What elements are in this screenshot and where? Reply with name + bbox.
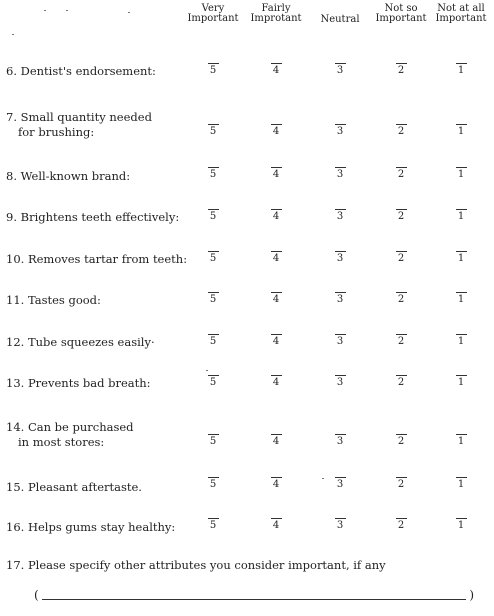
question-text: 12. Tube squeezes easily· bbox=[6, 335, 155, 349]
question-label bbox=[6, 64, 156, 79]
rating-blank-line bbox=[396, 167, 407, 168]
rating-blank-line bbox=[271, 251, 282, 252]
close-paren: ) bbox=[469, 588, 474, 602]
rating-value: 1 bbox=[457, 126, 465, 137]
rating-option[interactable] bbox=[454, 167, 468, 180]
rating-option[interactable] bbox=[394, 209, 408, 222]
rating-value: 2 bbox=[397, 479, 405, 490]
rating-blank-line bbox=[456, 477, 467, 478]
rating-value: 3 bbox=[336, 211, 344, 222]
scan-speck bbox=[44, 10, 46, 11]
rating-value: 4 bbox=[272, 65, 280, 76]
rating-value: 2 bbox=[397, 211, 405, 222]
rating-blank-line bbox=[335, 292, 346, 293]
rating-blank-line bbox=[208, 434, 219, 435]
rating-value: 3 bbox=[336, 253, 344, 264]
rating-option[interactable] bbox=[269, 209, 283, 222]
rating-value: 1 bbox=[457, 336, 465, 347]
question-label bbox=[6, 169, 130, 184]
rating-option[interactable] bbox=[454, 209, 468, 222]
rating-value: 2 bbox=[397, 126, 405, 137]
rating-blank-line bbox=[335, 124, 346, 125]
rating-value: 4 bbox=[272, 479, 280, 490]
rating-value: 1 bbox=[457, 211, 465, 222]
rating-blank-line bbox=[271, 124, 282, 125]
rating-value: 2 bbox=[397, 336, 405, 347]
rating-blank-line bbox=[335, 63, 346, 64]
rating-value: 5 bbox=[209, 520, 217, 531]
rating-option[interactable] bbox=[206, 477, 220, 490]
rating-option[interactable] bbox=[269, 63, 283, 76]
rating-value: 1 bbox=[457, 294, 465, 305]
rating-value: 2 bbox=[397, 436, 405, 447]
rating-value: 3 bbox=[336, 65, 344, 76]
rating-value: 3 bbox=[336, 294, 344, 305]
question-text: 13. Prevents bad breath: bbox=[6, 376, 151, 390]
rating-blank-line bbox=[396, 334, 407, 335]
question-label bbox=[6, 480, 142, 495]
scan-speck bbox=[128, 12, 130, 13]
rating-value: 5 bbox=[209, 211, 217, 222]
rating-option[interactable] bbox=[454, 124, 468, 137]
rating-value: 2 bbox=[397, 377, 405, 388]
rating-blank-line bbox=[456, 518, 467, 519]
rating-option[interactable] bbox=[269, 518, 283, 531]
rating-blank-line bbox=[456, 124, 467, 125]
rating-option[interactable] bbox=[333, 251, 347, 264]
rating-blank-line bbox=[396, 63, 407, 64]
rating-option[interactable] bbox=[206, 167, 220, 180]
question-label bbox=[6, 335, 155, 350]
rating-blank-line bbox=[396, 251, 407, 252]
rating-value: 4 bbox=[272, 126, 280, 137]
rating-blank-line bbox=[208, 292, 219, 293]
rating-blank-line bbox=[208, 167, 219, 168]
rating-option[interactable] bbox=[454, 375, 468, 388]
rating-value: 3 bbox=[336, 479, 344, 490]
rating-blank-line bbox=[396, 477, 407, 478]
rating-option[interactable] bbox=[269, 334, 283, 347]
rating-option[interactable] bbox=[206, 334, 220, 347]
scale-header-line: Not so bbox=[384, 3, 418, 14]
scale-header-line: Fairly bbox=[261, 3, 291, 14]
scale-header bbox=[183, 4, 243, 24]
rating-blank-line bbox=[208, 209, 219, 210]
rating-value: 1 bbox=[457, 65, 465, 76]
rating-value: 5 bbox=[209, 126, 217, 137]
rating-option[interactable] bbox=[454, 63, 468, 76]
scale-header-line: Important bbox=[187, 13, 239, 24]
rating-option[interactable] bbox=[333, 334, 347, 347]
rating-blank-line bbox=[456, 292, 467, 293]
rating-value: 4 bbox=[272, 336, 280, 347]
rating-value: 5 bbox=[209, 377, 217, 388]
rating-option[interactable] bbox=[394, 251, 408, 264]
question-label bbox=[6, 293, 101, 308]
scale-header bbox=[246, 4, 306, 24]
rating-blank-line bbox=[271, 434, 282, 435]
rating-option[interactable] bbox=[333, 434, 347, 447]
question-text: 15. Pleasant aftertaste. bbox=[6, 480, 142, 494]
rating-value: 4 bbox=[272, 520, 280, 531]
rating-value: 5 bbox=[209, 479, 217, 490]
rating-blank-line bbox=[456, 334, 467, 335]
rating-option[interactable] bbox=[454, 292, 468, 305]
rating-value: 3 bbox=[336, 377, 344, 388]
rating-option[interactable] bbox=[394, 375, 408, 388]
rating-option[interactable] bbox=[394, 167, 408, 180]
scale-header bbox=[431, 4, 491, 24]
question-text-continued: for brushing: bbox=[18, 125, 95, 139]
rating-value: 4 bbox=[272, 294, 280, 305]
rating-value: 1 bbox=[457, 520, 465, 531]
rating-blank-line bbox=[396, 518, 407, 519]
scale-header-line: Not at all bbox=[437, 3, 485, 14]
rating-blank-line bbox=[456, 375, 467, 376]
rating-option[interactable] bbox=[394, 124, 408, 137]
rating-blank-line bbox=[208, 124, 219, 125]
rating-value: 2 bbox=[397, 169, 405, 180]
rating-value: 2 bbox=[397, 65, 405, 76]
rating-value: 5 bbox=[209, 65, 217, 76]
question-text: 11. Tastes good: bbox=[6, 293, 101, 307]
rating-value: 2 bbox=[397, 294, 405, 305]
rating-option[interactable] bbox=[454, 477, 468, 490]
rating-blank-line bbox=[271, 209, 282, 210]
question-text: 7. Small quantity needed bbox=[6, 110, 152, 124]
rating-blank-line bbox=[208, 375, 219, 376]
rating-option[interactable] bbox=[269, 251, 283, 264]
answer-underline bbox=[42, 599, 466, 600]
rating-option[interactable] bbox=[454, 434, 468, 447]
rating-option[interactable] bbox=[206, 209, 220, 222]
rating-option[interactable] bbox=[333, 518, 347, 531]
rating-blank-line bbox=[396, 292, 407, 293]
rating-option[interactable] bbox=[206, 251, 220, 264]
rating-value: 2 bbox=[397, 253, 405, 264]
rating-blank-line bbox=[456, 251, 467, 252]
rating-blank-line bbox=[396, 124, 407, 125]
scan-speck bbox=[12, 34, 14, 35]
rating-option[interactable] bbox=[333, 477, 347, 490]
rating-blank-line bbox=[456, 434, 467, 435]
rating-value: 4 bbox=[272, 253, 280, 264]
rating-option[interactable] bbox=[333, 167, 347, 180]
question-label bbox=[6, 376, 151, 391]
rating-option[interactable] bbox=[454, 334, 468, 347]
rating-blank-line bbox=[335, 434, 346, 435]
rating-option[interactable] bbox=[333, 124, 347, 137]
rating-blank-line bbox=[335, 334, 346, 335]
rating-blank-line bbox=[208, 334, 219, 335]
rating-value: 3 bbox=[336, 436, 344, 447]
rating-option[interactable] bbox=[206, 375, 220, 388]
rating-option[interactable] bbox=[394, 292, 408, 305]
question-text-continued: in most stores: bbox=[18, 435, 105, 449]
rating-blank-line bbox=[396, 209, 407, 210]
rating-blank-line bbox=[208, 477, 219, 478]
question-label bbox=[6, 110, 152, 140]
question-text: 14. Can be purchased bbox=[6, 420, 134, 434]
scale-header-line: Improtant bbox=[250, 13, 302, 24]
rating-blank-line bbox=[271, 334, 282, 335]
rating-value: 3 bbox=[336, 126, 344, 137]
scan-speck bbox=[66, 10, 68, 11]
rating-blank-line bbox=[271, 375, 282, 376]
rating-value: 1 bbox=[457, 169, 465, 180]
open-paren: ( bbox=[34, 588, 39, 602]
rating-blank-line bbox=[271, 63, 282, 64]
rating-value: 1 bbox=[457, 253, 465, 264]
rating-value: 1 bbox=[457, 436, 465, 447]
rating-option[interactable] bbox=[206, 434, 220, 447]
rating-blank-line bbox=[271, 292, 282, 293]
rating-value: 5 bbox=[209, 169, 217, 180]
rating-value: 3 bbox=[336, 520, 344, 531]
rating-value: 2 bbox=[397, 520, 405, 531]
rating-option[interactable] bbox=[206, 518, 220, 531]
question-label bbox=[6, 420, 134, 450]
rating-blank-line bbox=[396, 375, 407, 376]
rating-option[interactable] bbox=[333, 292, 347, 305]
scale-header-line: Important bbox=[435, 13, 487, 24]
rating-option[interactable] bbox=[206, 63, 220, 76]
rating-blank-line bbox=[456, 63, 467, 64]
rating-value: 5 bbox=[209, 436, 217, 447]
rating-value: 4 bbox=[272, 377, 280, 388]
rating-value: 4 bbox=[272, 169, 280, 180]
rating-option[interactable] bbox=[454, 518, 468, 531]
scale-header-line: Very bbox=[201, 3, 225, 14]
rating-option[interactable] bbox=[333, 375, 347, 388]
rating-option[interactable] bbox=[333, 63, 347, 76]
rating-option[interactable] bbox=[269, 124, 283, 137]
scan-speck bbox=[206, 370, 208, 371]
rating-blank-line bbox=[208, 251, 219, 252]
rating-option[interactable] bbox=[269, 167, 283, 180]
question-label bbox=[6, 210, 179, 225]
rating-option[interactable] bbox=[269, 477, 283, 490]
rating-option[interactable] bbox=[394, 434, 408, 447]
rating-blank-line bbox=[271, 518, 282, 519]
other-attributes-blank[interactable] bbox=[34, 588, 474, 602]
question-label bbox=[6, 252, 187, 267]
rating-blank-line bbox=[335, 167, 346, 168]
rating-option[interactable] bbox=[269, 375, 283, 388]
rating-value: 5 bbox=[209, 336, 217, 347]
rating-option[interactable] bbox=[269, 434, 283, 447]
rating-option[interactable] bbox=[206, 292, 220, 305]
scale-header-line: Important bbox=[375, 13, 427, 24]
rating-blank-line bbox=[208, 63, 219, 64]
rating-blank-line bbox=[335, 518, 346, 519]
rating-value: 3 bbox=[336, 336, 344, 347]
rating-blank-line bbox=[271, 477, 282, 478]
rating-option[interactable] bbox=[394, 477, 408, 490]
rating-blank-line bbox=[335, 375, 346, 376]
other-attributes-question: 17. Please specify other attributes you consider important, if any bbox=[6, 558, 386, 572]
rating-blank-line bbox=[456, 167, 467, 168]
rating-value: 4 bbox=[272, 436, 280, 447]
rating-value: 1 bbox=[457, 479, 465, 490]
rating-option[interactable] bbox=[394, 518, 408, 531]
rating-blank-line bbox=[208, 518, 219, 519]
question-text: 10. Removes tartar from teeth: bbox=[6, 252, 188, 266]
scale-header bbox=[310, 15, 370, 25]
scale-header-line: Neutral bbox=[320, 14, 360, 25]
rating-option[interactable] bbox=[333, 209, 347, 222]
rating-blank-line bbox=[335, 477, 346, 478]
rating-option[interactable] bbox=[454, 251, 468, 264]
rating-blank-line bbox=[456, 209, 467, 210]
rating-value: 5 bbox=[209, 253, 217, 264]
question-text: 9. Brightens teeth effectively: bbox=[6, 210, 180, 224]
question-text: 16. Helps gums stay healthy: bbox=[6, 520, 176, 534]
question-label bbox=[6, 520, 175, 535]
rating-option[interactable] bbox=[206, 124, 220, 137]
rating-value: 4 bbox=[272, 211, 280, 222]
rating-blank-line bbox=[271, 167, 282, 168]
rating-blank-line bbox=[396, 434, 407, 435]
rating-option[interactable] bbox=[269, 292, 283, 305]
rating-blank-line bbox=[335, 251, 346, 252]
question-text: 6. Dentist's endorsement: bbox=[6, 64, 156, 78]
rating-value: 5 bbox=[209, 294, 217, 305]
rating-value: 1 bbox=[457, 377, 465, 388]
rating-blank-line bbox=[335, 209, 346, 210]
rating-option[interactable] bbox=[394, 63, 408, 76]
rating-option[interactable] bbox=[394, 334, 408, 347]
scan-speck bbox=[322, 478, 324, 479]
question-text: 8. Well-known brand: bbox=[6, 169, 131, 183]
scale-header bbox=[371, 4, 431, 24]
rating-value: 3 bbox=[336, 169, 344, 180]
